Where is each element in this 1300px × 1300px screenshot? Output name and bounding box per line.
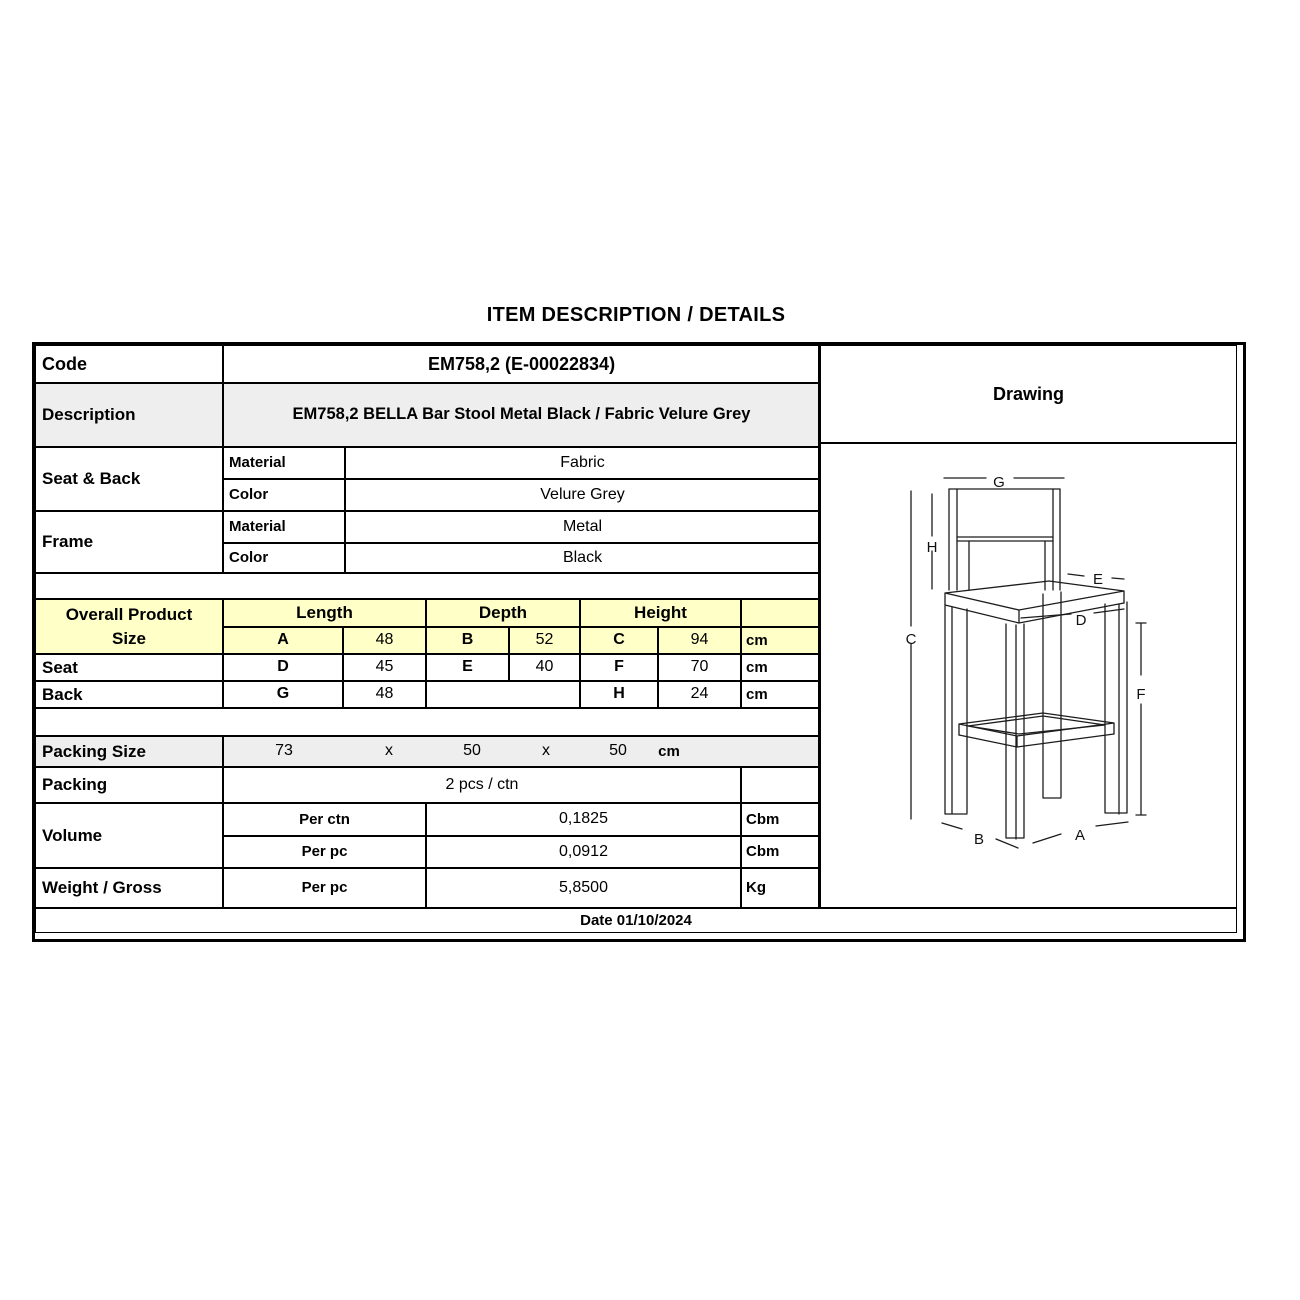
page-title: ITEM DESCRIPTION / DETAILS [486, 304, 786, 326]
weight-unit: Kg [741, 868, 820, 908]
back-row-label: Back [35, 681, 223, 708]
packing-size-dim3: 50 [609, 742, 627, 760]
frame-material-label: Material [223, 511, 345, 543]
seat-back-material-label: Material [223, 447, 345, 479]
overall-unit: cm [741, 627, 820, 654]
unit-column-header-empty [741, 599, 820, 627]
packing-size-value [223, 736, 820, 767]
dim-label-b: B [973, 830, 985, 848]
dim-line-d [1021, 609, 1124, 618]
spacer-row-1 [35, 573, 820, 599]
packing-value: 2 pcs / ctn [223, 767, 741, 803]
back-length-value: 48 [343, 681, 426, 708]
section-divider-frame [35, 572, 820, 574]
back-length-key: G [223, 681, 343, 708]
back-height-key: H [580, 681, 658, 708]
section-divider-packing [35, 735, 820, 737]
dim-label-c: C [905, 630, 917, 648]
overall-length-value: 48 [343, 627, 426, 654]
seat-back-material-value: Fabric [345, 447, 820, 479]
section-divider-size-top [35, 598, 820, 600]
section-divider-description [35, 446, 820, 448]
packing-size-unit: cm [658, 742, 680, 760]
table-drawing-divider [818, 345, 821, 908]
seat-back-label: Seat & Back [35, 447, 223, 511]
overall-size-label-line1: Overall Product [65, 604, 193, 624]
seat-length-key: D [223, 654, 343, 681]
volume-per-pc-unit: Cbm [741, 836, 820, 868]
seat-height-key: F [580, 654, 658, 681]
overall-depth-key: B [426, 627, 509, 654]
dim-label-f: F [1136, 685, 1146, 703]
packing-size-sep2: x [542, 742, 550, 760]
dim-line-f [1136, 623, 1146, 815]
packing-size-dim1: 73 [275, 742, 293, 760]
date-row: Date 01/10/2024 [35, 908, 1237, 933]
dim-label-h: H [926, 538, 938, 556]
seat-row-label: Seat [35, 654, 223, 681]
frame-label: Frame [35, 511, 223, 573]
dim-label-e: E [1092, 570, 1104, 588]
dim-label-d: D [1075, 611, 1087, 629]
code-value: EM758,2 (E-00022834) [223, 345, 820, 383]
volume-label: Volume [35, 803, 223, 868]
drawing-panel-body [820, 443, 1237, 908]
stool-backrest [949, 489, 1060, 590]
frame-color-label: Color [223, 543, 345, 573]
back-depth-empty [426, 681, 580, 708]
frame-color-value: Black [345, 543, 820, 573]
stool-drawing [821, 444, 1236, 906]
overall-depth-value: 52 [509, 627, 580, 654]
length-column-header: Length [223, 599, 426, 627]
seat-unit: cm [741, 654, 820, 681]
overall-size-label [35, 599, 223, 654]
volume-per-ctn-value: 0,1825 [426, 803, 741, 836]
packing-size-sep1: x [385, 742, 393, 760]
height-column-header: Height [580, 599, 741, 627]
stool-legs [945, 592, 1127, 839]
dim-label-g: G [993, 473, 1005, 491]
stool-footrest [959, 713, 1114, 747]
weight-per-label: Per pc [223, 868, 426, 908]
code-label: Code [35, 345, 223, 383]
packing-size-label: Packing Size [35, 736, 223, 767]
dim-label-a: A [1074, 826, 1086, 844]
section-divider-date [35, 907, 1237, 909]
seat-back-color-value: Velure Grey [345, 479, 820, 511]
packing-size-dim2: 50 [463, 742, 481, 760]
section-divider-size-bottom [35, 707, 820, 709]
packing-label: Packing [35, 767, 223, 803]
volume-per-ctn-label: Per ctn [223, 803, 426, 836]
spacer-row-2 [35, 708, 820, 736]
description-label: Description [35, 383, 223, 447]
volume-per-ctn-unit: Cbm [741, 803, 820, 836]
seat-back-color-label: Color [223, 479, 345, 511]
description-value: EM758,2 BELLA Bar Stool Metal Black / Fabric Velure Grey [223, 383, 820, 447]
frame-material-value: Metal [345, 511, 820, 543]
drawing-panel-title: Drawing [820, 345, 1237, 443]
overall-size-label-line2: Size [111, 628, 147, 648]
overall-height-value: 94 [658, 627, 741, 654]
depth-column-header: Depth [426, 599, 580, 627]
volume-per-pc-value: 0,0912 [426, 836, 741, 868]
seat-length-value: 45 [343, 654, 426, 681]
overall-length-key: A [223, 627, 343, 654]
back-height-value: 24 [658, 681, 741, 708]
seat-depth-key: E [426, 654, 509, 681]
weight-value: 5,8500 [426, 868, 741, 908]
packing-unit-empty [741, 767, 820, 803]
dimension-lines [911, 478, 1146, 848]
seat-depth-value: 40 [509, 654, 580, 681]
seat-height-value: 70 [658, 654, 741, 681]
back-unit: cm [741, 681, 820, 708]
overall-height-key: C [580, 627, 658, 654]
weight-gross-label: Weight / Gross [35, 868, 223, 908]
volume-per-pc-label: Per pc [223, 836, 426, 868]
